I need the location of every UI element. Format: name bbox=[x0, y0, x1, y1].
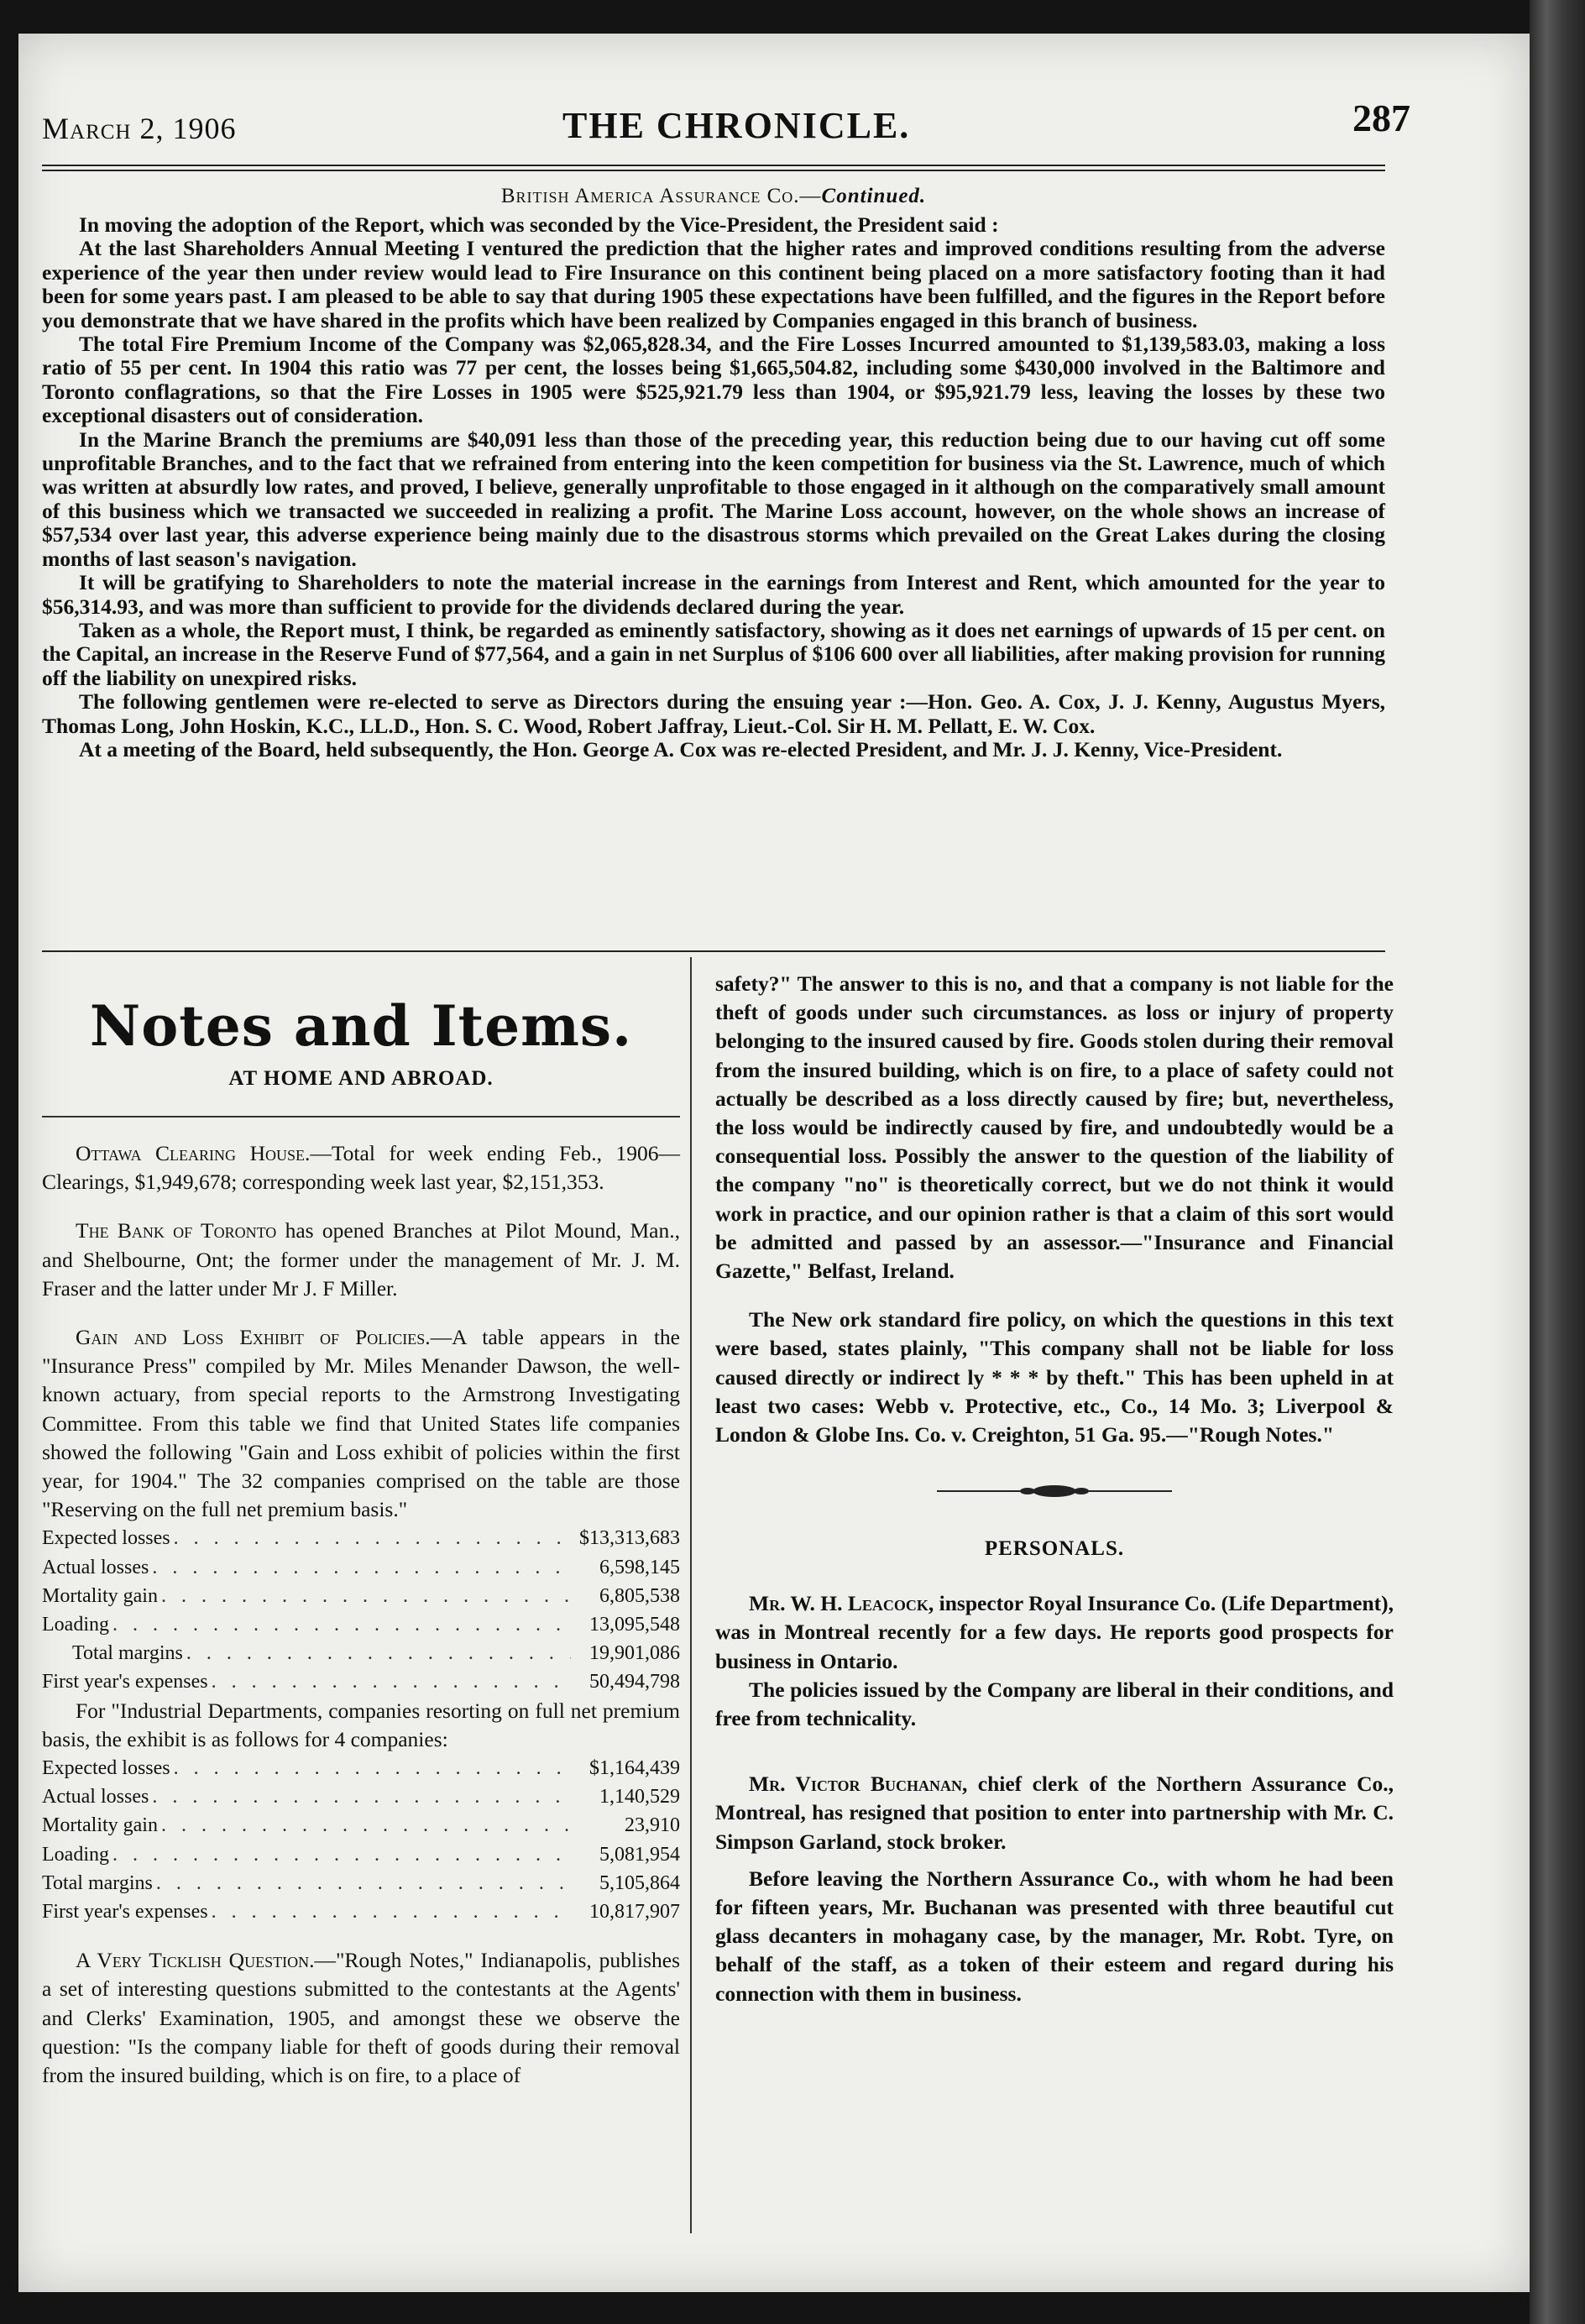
table-row: Loading . . . 13,095,548 bbox=[42, 1610, 680, 1639]
article-paragraph: The following gentlemen were re-elected to serve as Directors during the ensuing year :—Hon. Geo. A. Cox, J. J. Kenny, Augustus Myers, Thomas Long, John Hoskin, K.C., LL.D., Hon. S. C. Wood, Robert Jaffray, Lieut.-Col. Sir H. M. Pellatt, E. W. Cox. bbox=[42, 689, 1385, 738]
item-text: —A table appears in the "Insurance Press" compiled by Mr. Miles Menander Dawson, the well-known actuary, from special reports to the Armstrong Investigating Committee. From this table we find that United States life companies showed the following "Gain and Loss exhibit of policies within the first year, for 1904." The 32 companies comprised on the table are those "Reserving on the full net premium basis." bbox=[42, 1325, 680, 1522]
gain-loss-table-1 bbox=[42, 1524, 680, 1696]
book-binding-edge bbox=[1530, 0, 1585, 2324]
item-lead: Gain and Loss Exhibit of Policies. bbox=[76, 1325, 431, 1350]
table-row: Actual losses . . . 1,140,529 bbox=[42, 1782, 680, 1811]
item-lead: Ottawa Clearing House. bbox=[76, 1141, 311, 1165]
table-row: Total margins . . . 19,901,086 bbox=[42, 1639, 680, 1667]
article-paragraph: In the Marine Branch the premiums are $40,091 less than those of the preceding year, this reduction being due to our having cut off some unprofitable Branches, and to the fact that we refrained from entering into the keen competition for business via the St. Lawrence, much of which was written at absurdly low rates, and proved, I believe, generally unprofitable to those engaged in it although on the comparatively small amount of this business which we transacted we succeeded in realizing a profit. The Marine Loss account, however, on the whole shows an increase of $57,534 over last year, this adverse experience being mainly due to the disastrous storms which prevailed on the Great Lakes during the closing months of last season's navigation. bbox=[42, 427, 1385, 571]
article-paragraph: At a meeting of the Board, held subsequently, the Hon. George A. Cox was re-elected President, and Mr. J. J. Kenny, Vice-President. bbox=[79, 736, 1283, 762]
gain-loss-item bbox=[42, 1323, 680, 1524]
article-heading-main: British America Assurance Co.— bbox=[500, 185, 822, 207]
subtitle-rule bbox=[42, 1116, 680, 1118]
gain-loss-table-2 bbox=[42, 1754, 680, 1926]
article-heading-continued: Continued. bbox=[821, 185, 927, 207]
notes-and-items-title: Notes and Items. bbox=[89, 993, 633, 1059]
table-row: First year's expenses . . . 10,817,907 bbox=[42, 1897, 680, 1926]
item-lead: The Bank of Toronto bbox=[76, 1218, 277, 1243]
item-text: —Total for week ending Feb., 1906—Clearings, $1,949,678; corresponding week last year, $2,151,353. bbox=[42, 1141, 680, 1195]
table-row: Actual losses . . . 6,598,145 bbox=[42, 1553, 680, 1582]
table-row: Mortality gain . . . 6,805,538 bbox=[42, 1582, 680, 1610]
left-column bbox=[42, 970, 680, 2090]
british-america-article bbox=[42, 185, 1385, 762]
header-rule bbox=[42, 165, 1385, 171]
issue-date: March 2, 1906 bbox=[42, 112, 237, 145]
item-lead: A Very Ticklish Question. bbox=[76, 1948, 315, 1973]
item-text: has opened Branches at Pilot Mound, Man., and Shelbourne, Ont; the former under the management of Mr. J. M. Fraser and the latter under Mr J. F Miller. bbox=[42, 1218, 681, 1301]
article-paragraph: Taken as a whole, the Report must, I think, be regarded as eminently satisfactory, showing as it does net earnings of upwards of 15 per cent. on the Capital, an increase in the Reserve Fund of $77,564, and a gain in net Surplus of $106 600 over all liabilities, after making provision for running off the liability on unexpired risks. bbox=[42, 617, 1386, 690]
buchanan-item bbox=[715, 1770, 1394, 1856]
notes-subtitle: AT HOME AND ABROAD. bbox=[228, 1067, 494, 1090]
article-paragraph: The total Fire Premium Income of the Company was $2,065,828.34, and the Fire Losses Incurred amounted to $1,139,583.03, making a loss ratio of 55 per cent. In 1904 this ratio was 77 per cent, the losses being $1,665,504.82, including some $430,000 involved in the Baltimore and Toronto conflagrations, so that the Fire Losses in 1905 were $525,921.79 less than 1904, or $95,921.79 less, leaving the losses by these two exceptional disasters out of consideration. bbox=[42, 332, 1385, 428]
ornament-divider bbox=[715, 1483, 1394, 1504]
item-text: chief clerk of the Northern Assurance Co., Montreal, has resigned that position to enter into partnership with Mr. C. Simpson Garland, stock broker. bbox=[715, 1772, 1394, 1854]
article-heading bbox=[42, 185, 1385, 208]
item-text: —"Rough Notes," Indianapolis, publishes a set of interesting questions submitted to the contestants at the Agents' and Clerks' Examination, 1905, and amongst these we observe the question: "Is the company liable for theft of goods during their removal from the insured building, which is on fire, to a place of bbox=[42, 1948, 680, 2088]
table-row: Expected losses . . . $1,164,439 bbox=[42, 1754, 680, 1782]
column-divider bbox=[690, 957, 692, 2233]
bank-of-toronto-item bbox=[42, 1217, 680, 1303]
ticklish-continued-text: safety?" The answer to this is no, and that a company is not liable for the theft of goods under such circumstances. as loss or injury of property belonging to the insured caused by fire. Goods stolen during their removal from the insured building, which is on fire, to a place of safety could not actually be described as a loss directly caused by fire; but, nevertheless, the loss would be indirectly caused by fire, and undoubtedly would be a consequential loss. Possibly the answer to the question of the liability of the company "no" is theoretically correct, but we do not think it would work in practice, and our opinion rather is that a claim of this sort would be admitted and passed by an assessor.—"Insurance and Financial Gazette," Belfast, Ireland. bbox=[715, 971, 1394, 1284]
table-row: Expected losses . . . $13,313,683 bbox=[42, 1524, 680, 1552]
industrial-departments-text: For "Industrial Departments, companies resorting on full net premium basis, the exhibit is as follows for 4 companies: bbox=[42, 1698, 680, 1751]
page-header bbox=[42, 92, 1410, 151]
article-paragraph: At the last Shareholders Annual Meeting I ventured the prediction that the higher rates and improved conditions resulting from the adverse experience of the year then under review would lead to Fire Insurance on this continent being placed on a more satisfactory footing than it had been for some years past. I am pleased to be able to say that during 1905 these expectations have been fulfilled, and the figures in the Report before you demonstrate that we have shared in the profits which have been realized by Companies engaged in this branch of business. bbox=[42, 236, 1385, 332]
item-lead: Mr. Victor Buchanan, bbox=[749, 1772, 968, 1797]
table-row: Loading . . . 5,081,954 bbox=[42, 1840, 680, 1869]
page-number: 287 bbox=[1352, 97, 1410, 139]
publication-title: THE CHRONICLE. bbox=[562, 105, 911, 146]
before-leaving-text: Before leaving the Northern Assurance Co., with whom he had been for fifteen years, Mr. Buchanan was presented with three beautiful cut glass decanters in mohagany case, by the manager, Mr. Robt. Tyre, on behalf of the staff, as a token of their esteem and regard during his connection with them in business. bbox=[715, 1866, 1394, 2006]
personals-heading: PERSONALS. bbox=[984, 1537, 1125, 1561]
ornament-divider-icon bbox=[937, 1483, 1172, 1500]
ticklish-question-item bbox=[42, 1946, 680, 2090]
item-lead: Mr. W. H. Leacock, bbox=[749, 1591, 934, 1616]
right-column bbox=[715, 970, 1394, 2008]
leacock-item bbox=[715, 1589, 1394, 1676]
new-york-policy-text: The New ork standard fire policy, on which the questions in this text were based, states plainly, "This company shall not be liable for loss caused directly or indirect ly * * * by theft." This has been upheld in at least two cases: Webb v. Protective, etc., Co., 14 Mo. 3; Liverpool & London & Globe Ins. Co. v. Creighton, 51 Ga. 95.—"Rough Notes." bbox=[715, 1307, 1394, 1447]
item-text: inspector Royal Insurance Co. (Life Department), was in Montreal recently for a few days. He reports good prospects for business in Ontario. bbox=[715, 1591, 1394, 1673]
table-row: First year's expenses . . . 50,494,798 bbox=[42, 1667, 680, 1696]
table-row: Total margins . . . 5,105,864 bbox=[42, 1869, 680, 1897]
article-paragraph: In moving the adoption of the Report, which was seconded by the Vice-President, the President said : bbox=[79, 212, 999, 237]
table-row: Mortality gain . . . 23,910 bbox=[42, 1811, 680, 1840]
article-paragraph: It will be gratifying to Shareholders to note the material increase in the earnings from Interest and Rent, which amounted for the year to $56,314.93, and was more than sufficient to provide for the dividends declared during the year. bbox=[42, 570, 1385, 619]
section-divider-rule bbox=[42, 950, 1385, 952]
ottawa-clearing-item bbox=[42, 1139, 680, 1196]
policies-text: The policies issued by the Company are liberal in their conditions, and free from technicality. bbox=[715, 1677, 1394, 1731]
